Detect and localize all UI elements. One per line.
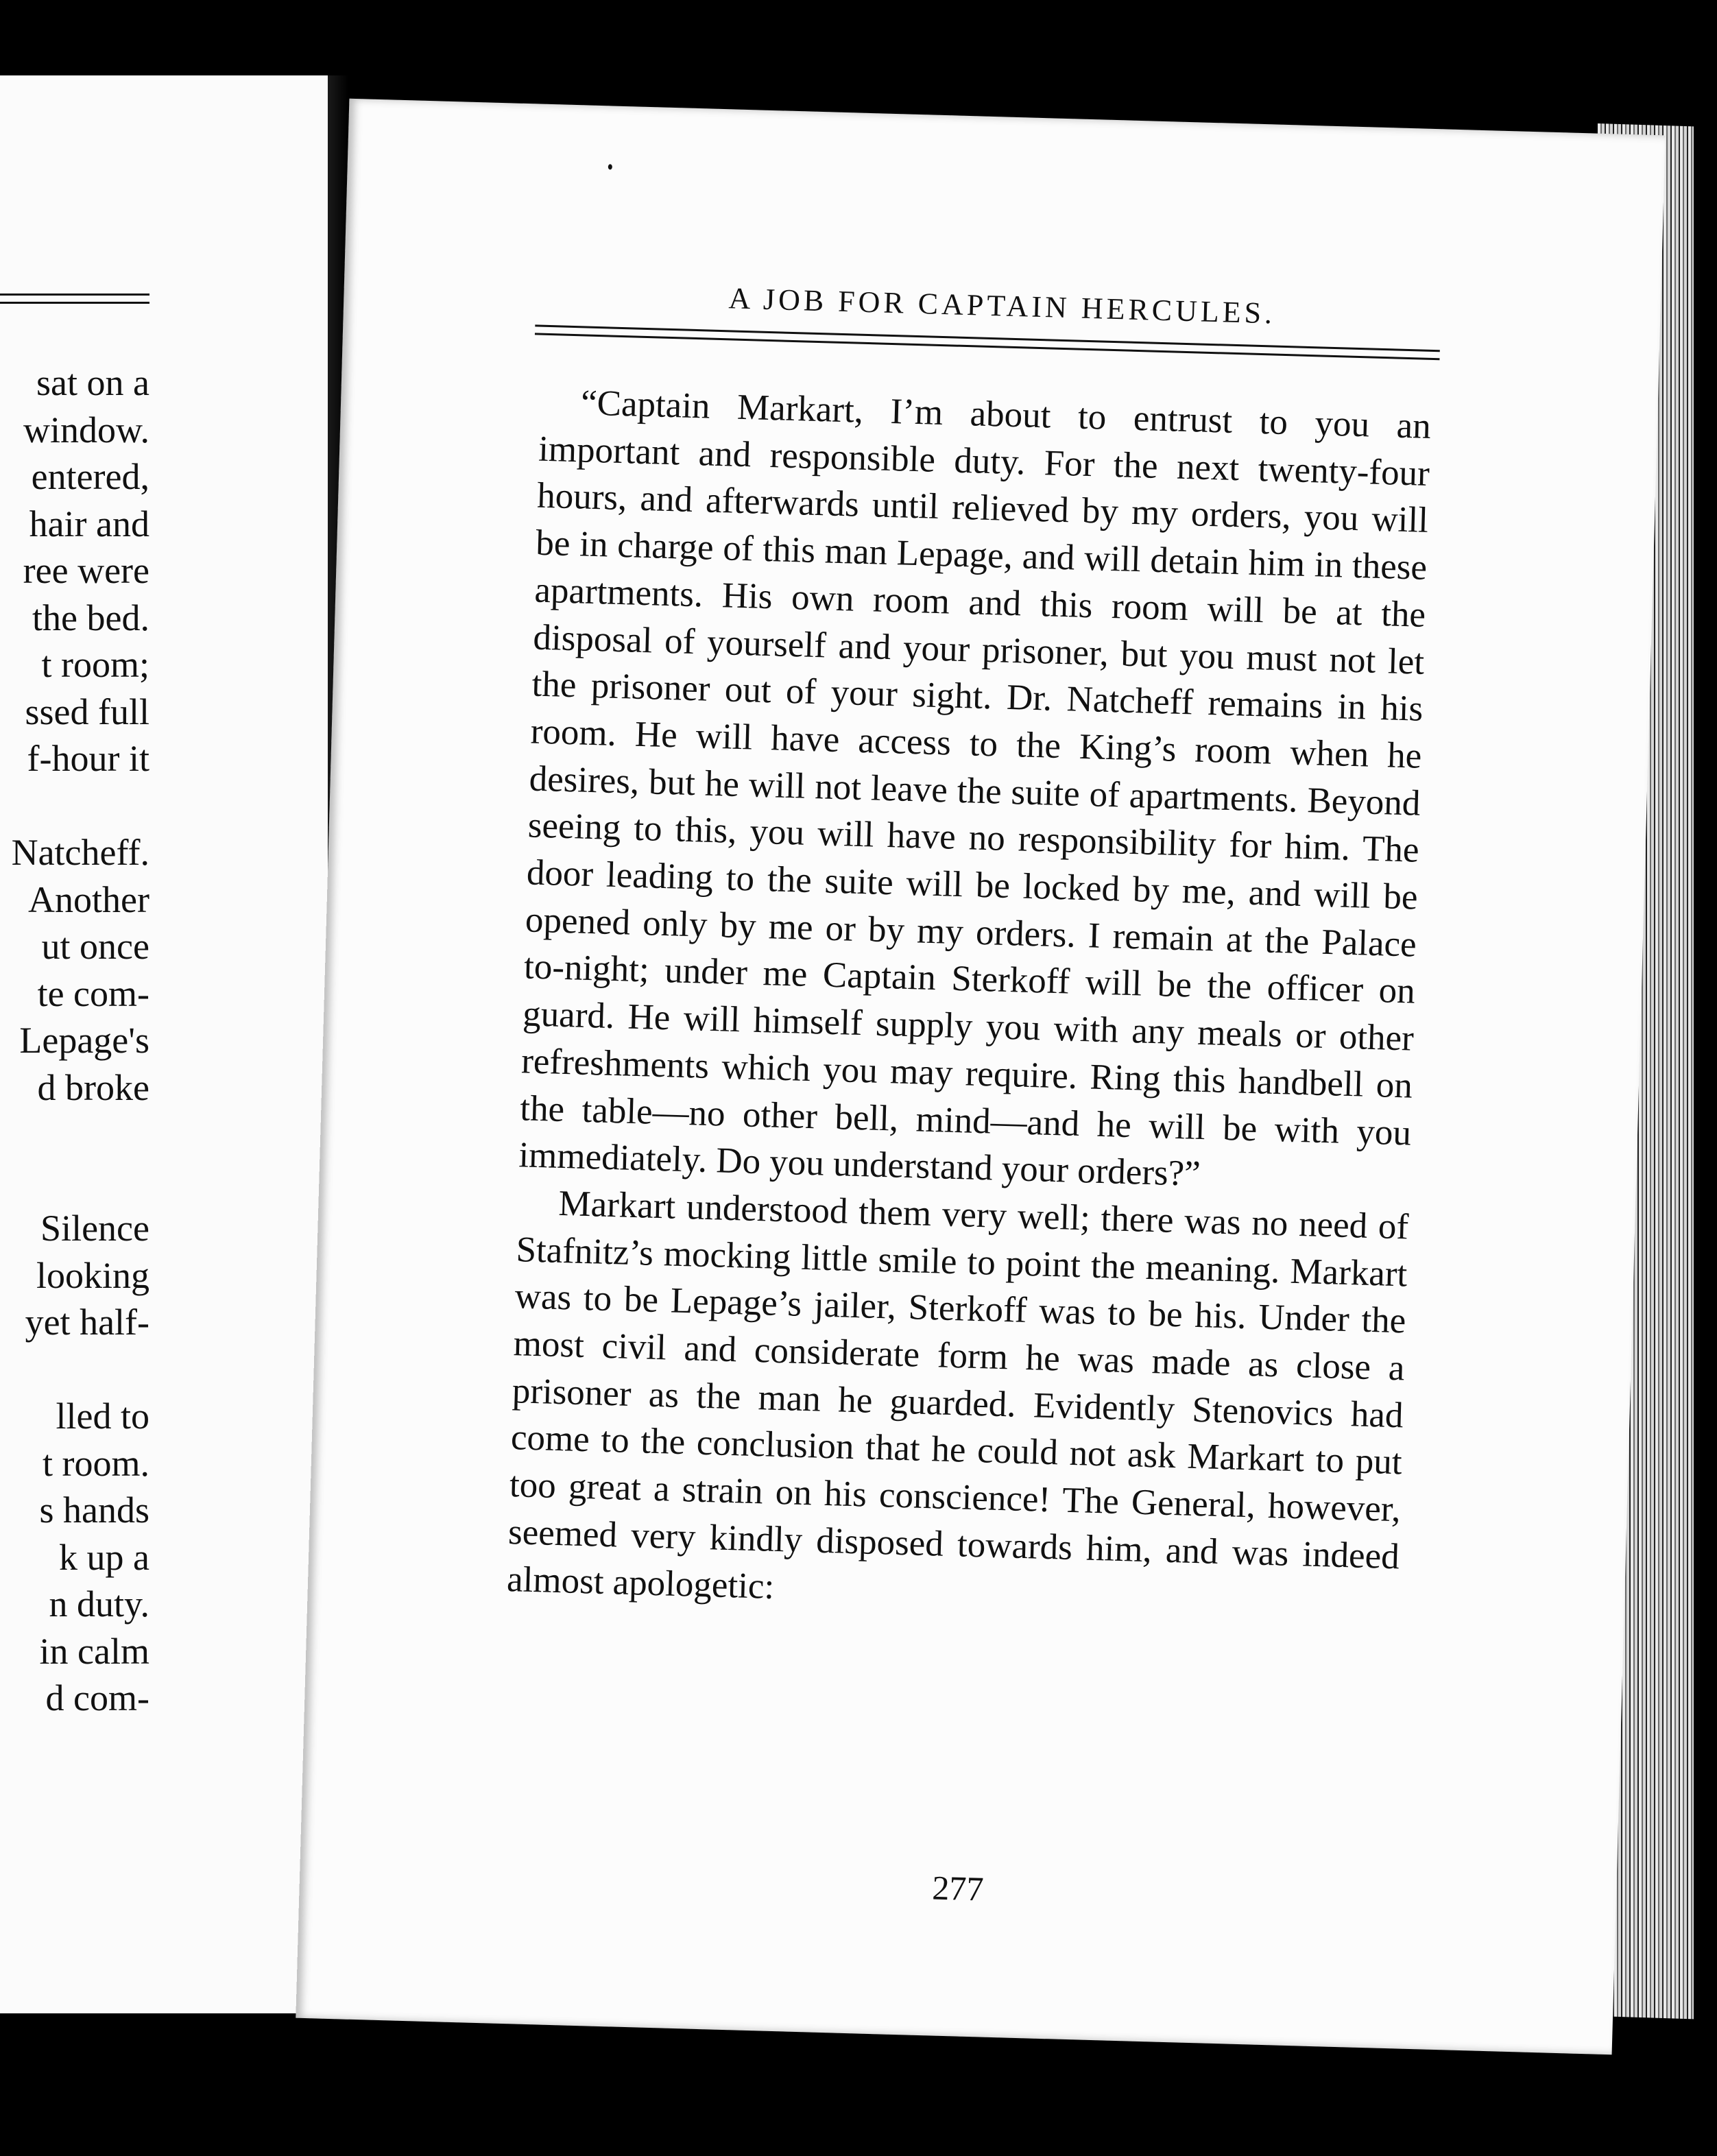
left-page-line: d com-	[45, 1677, 149, 1718]
left-page-line: ree were	[23, 550, 149, 591]
left-page-line: ut once	[41, 926, 149, 967]
left-page-line	[0, 1346, 149, 1393]
left-page-line: t room;	[41, 644, 149, 685]
left-page-line: ssed full	[25, 691, 149, 732]
paragraph: “Captain Markart, I’m about to entrust to you an important and responsible duty. For the next twenty-four hours, and afterwards until relieved by my orders, you will be in charge of this man Lepage, and will detain him in these apartments. His own room and this room will be at the disposal of yourself and your prisoner, but you must not let the prisoner out of your sight. Dr. Natcheff remains in his room. He will have access to the King’s room when he desires, but he will not leave the suite of apartments. Beyond seeing to this, you will have no responsibility for him. The door leading to the suite will be locked by me, and will be opened only by me or by my orders. I remain at the Palace to-night; under me Captain Sterkoff will be the officer on guard. He will himself supply you with any meals or other refreshments which you may require. Ring this handbell on the table—no other bell, mind—and he will be with you immediately. Do you understand your orders?”	[518, 383, 1432, 1195]
left-page-text	[0, 359, 149, 1722]
page-number: 277	[931, 1868, 985, 1908]
left-page-line: in calm	[39, 1630, 149, 1672]
left-page-line: k up a	[59, 1536, 149, 1578]
left-page-line: Silence	[40, 1208, 149, 1249]
body-text	[506, 379, 1431, 1628]
left-page-line: sat on a	[36, 362, 149, 403]
left-page-line: lled to	[56, 1396, 149, 1437]
left-page-line: f-hour it	[27, 738, 149, 779]
left-head-rule-1	[0, 294, 149, 296]
left-page-line: s hands	[39, 1489, 149, 1531]
left-page-line: window.	[23, 409, 149, 451]
left-head-rule-2	[0, 302, 149, 304]
left-page-line: entered,	[31, 456, 149, 497]
left-page-line: n duty.	[49, 1583, 149, 1625]
left-page-line	[0, 782, 149, 830]
left-page-line: te com-	[37, 972, 149, 1014]
left-page-line: d broke	[37, 1066, 149, 1108]
paragraph: Markart understood them very well; there was no need of Stafnitz’s mocking little smile to point the meaning. Markart was to be Lepage’s jailer, Sterkoff was to be his. Under the most civil and considerate form he was made as close a prisoner as the man he guarded. Evidently Stenovics had come to the conclusion that he could not ask Markart to put too great a strain on his conscience! The General, however, seemed very kindly disposed towards him, and was indeed almost apologetic:	[506, 1183, 1409, 1607]
left-page-line: Natcheff.	[11, 832, 149, 873]
ink-speck	[608, 164, 612, 169]
left-page-line	[0, 1111, 149, 1158]
left-page-line: Lepage's	[19, 1020, 149, 1061]
left-page-line: yet half-	[25, 1302, 149, 1343]
right-page	[296, 99, 1665, 2055]
left-page-line: Another	[28, 878, 149, 920]
left-page-line: hair and	[29, 503, 149, 544]
left-page-line: the bed.	[32, 597, 149, 638]
left-page-line: looking	[36, 1254, 149, 1296]
left-page-line: t room.	[43, 1442, 149, 1484]
left-page	[0, 75, 328, 2013]
left-page-line	[0, 1158, 149, 1206]
running-head: A JOB FOR CAPTAIN HERCULES.	[728, 281, 1276, 331]
